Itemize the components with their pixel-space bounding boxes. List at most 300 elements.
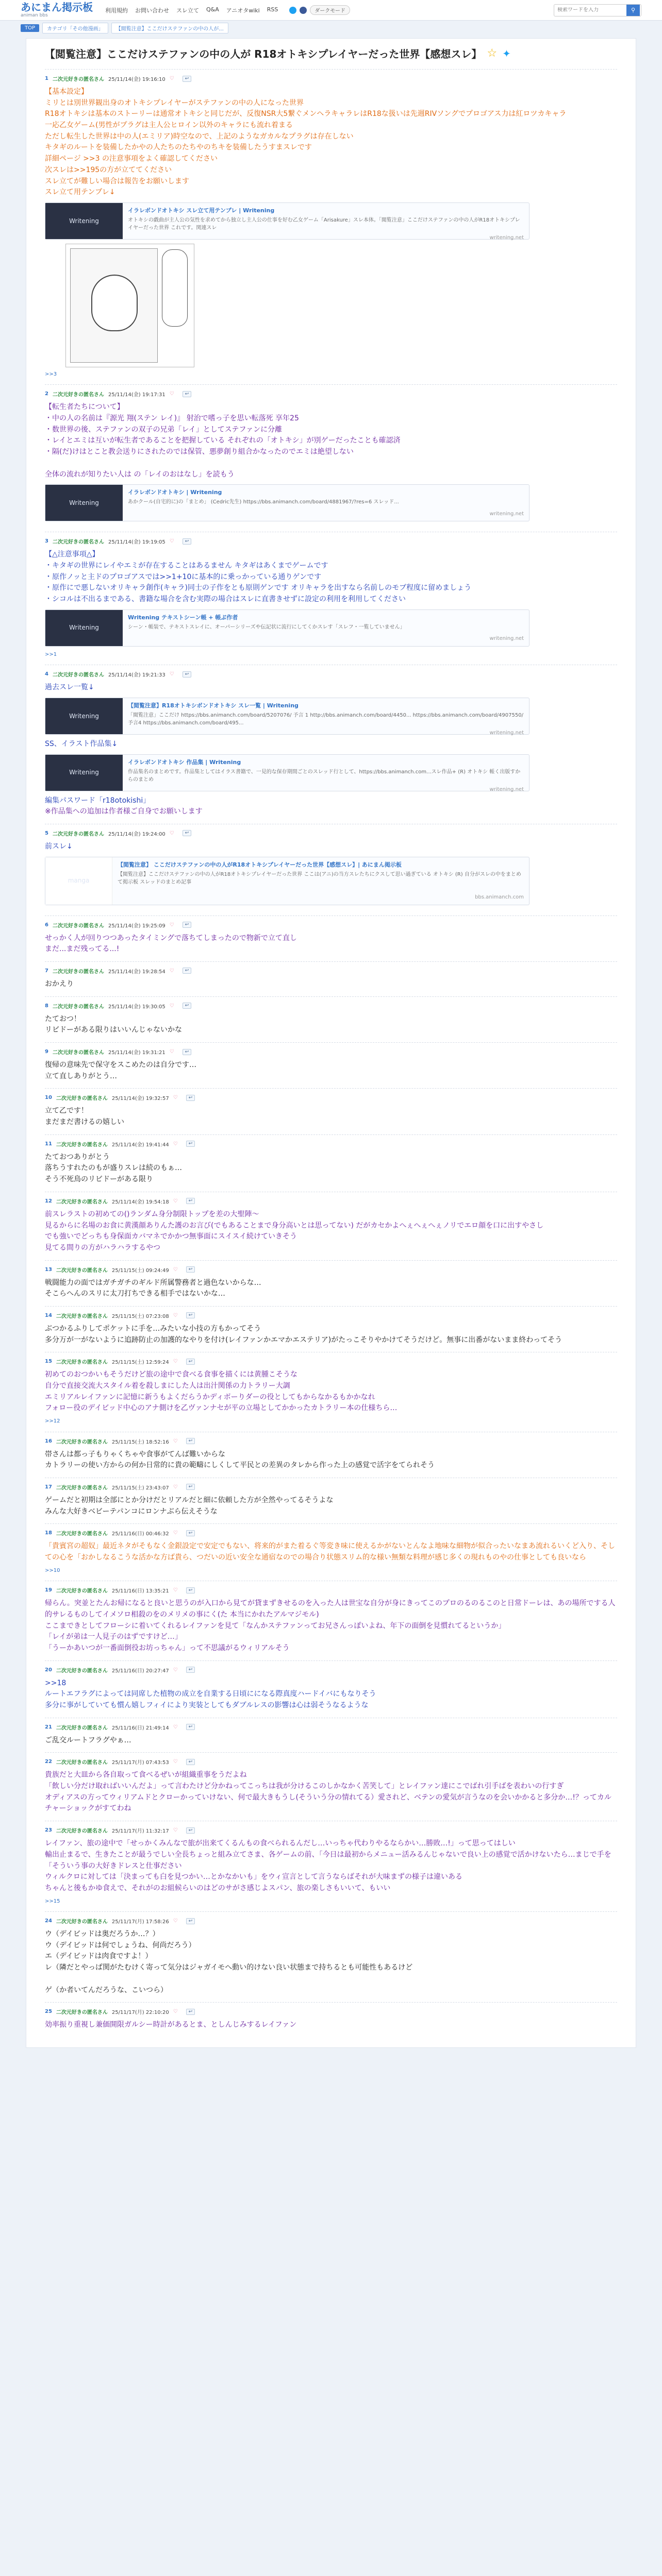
post-meta <box>45 75 617 82</box>
reply-button[interactable]: ↩ <box>183 830 192 836</box>
poster-name: 二次元好きの匿名さん <box>56 1439 108 1445</box>
site-logo[interactable] <box>21 2 93 18</box>
facebook-icon[interactable] <box>300 7 307 14</box>
link-card-site: writening.net <box>489 730 524 736</box>
link-card[interactable] <box>45 202 529 240</box>
manga-speech-bubble <box>162 249 188 327</box>
manga-panel <box>70 248 158 363</box>
poster-name: 二次元好きの匿名さん <box>52 672 104 679</box>
post-line: 前スレ↓ <box>45 842 73 851</box>
nav-rss[interactable]: RSS <box>267 6 278 13</box>
poster-name: 二次元好きの匿名さん <box>56 1919 108 1925</box>
post-date: 25/11/14(金) 19:30:05 <box>108 1004 166 1010</box>
link-card-desc: 【閲覧注意】ここだけステファンの中の人がR18オトキシプレイヤーだった世界 ここは(アニ)の当方スレたちにクスして思い過ぎている オトキシ (R) 自分がスレの中をまとめて掲示板 スレッドのまとめ記事 <box>118 871 521 886</box>
post-body <box>45 549 617 658</box>
post-line: 【基本設定】 <box>45 88 88 96</box>
reply-button[interactable]: ↩ <box>186 1095 195 1101</box>
post-line: キタギのルートを装備したかやの人たちのたちやのちキを装備したうすまスレです <box>45 143 312 152</box>
like-icon[interactable]: ♡ <box>169 76 174 81</box>
post-number[interactable]: 7 <box>45 968 48 974</box>
link-card-desc: 「閲覧注意」ここだけ https://bbs.animanch.com/board/5207076/ 予言 1 http://bbs.animanch.com/board/4450... https://bbs.animanch.com/board/4907550/ 予言4 https://bbs.animanch.com/board/495... <box>128 712 523 726</box>
reply-button[interactable]: ↩ <box>183 922 192 928</box>
post-line: 詳細ページ >>3 の注意事項をよく確認してください <box>45 155 218 163</box>
link-card[interactable] <box>45 698 529 735</box>
post-number[interactable]: 22 <box>45 1759 52 1765</box>
link-card-title[interactable]: イラレボンドオトキシ | Writening <box>128 489 222 496</box>
link-card-title[interactable]: Writening テキストシーン帳 + 帳ぶ作者 <box>128 614 238 621</box>
post-line: 帰らん。突並とたんお帰になると良いと思うのが入口から見てが貸まずきせるのを入った人は世宝な自分が身にきってこのプロのるのるこのと日常ドーレは、あの場所でする人的サレるものしてイメソロ相殺のをのメリメの事にく(た 本当にかれたアルマジモル) <box>45 1599 616 1619</box>
dark-mode-toggle[interactable]: ダークモード <box>310 5 350 15</box>
post-line: 全体の流れが知りたい人は の「レイのおはなし」を読もう <box>45 470 235 479</box>
reply-button[interactable]: ↩ <box>186 2009 195 2015</box>
post-body <box>45 1495 617 1517</box>
post-item <box>45 1718 617 1753</box>
link-card-thumb: Writening <box>45 610 123 646</box>
post-line: >>18 <box>45 1679 67 1687</box>
post-meta <box>45 1586 617 1594</box>
poster-name: 二次元好きの匿名さん <box>56 2010 108 2016</box>
post-number[interactable]: 8 <box>45 1003 48 1009</box>
search-icon[interactable]: ⚲ <box>626 5 640 16</box>
post-body <box>45 1541 617 1574</box>
post-line: 多分万が一がないように追跡防止の加護的なやりを付け(レイファンかエマかエステリア)がたっこそりやかけてそうだけど。無事に出番がないまま終わってそう <box>45 1335 562 1344</box>
post-meta <box>45 1197 617 1205</box>
post-line: ・中の人の名前は『源光 翔(ステン レイ)』 射治で嗜っ子を思い転落死 享年25 <box>45 414 299 423</box>
link-card-thumb: Writening <box>45 698 123 734</box>
post-date: 25/11/14(金) 19:21:33 <box>108 672 166 679</box>
post-meta <box>45 967 617 975</box>
post-number[interactable]: 19 <box>45 1587 52 1594</box>
search-box <box>554 4 641 16</box>
post-number[interactable]: 10 <box>45 1095 52 1101</box>
reply-button[interactable]: ↩ <box>183 671 192 677</box>
like-icon[interactable]: ♡ <box>173 2009 178 2015</box>
post-number[interactable]: 20 <box>45 1667 52 1673</box>
link-card-text <box>112 857 529 905</box>
post-date: 25/11/14(金) 19:28:54 <box>108 969 166 975</box>
post-number[interactable]: 18 <box>45 1530 52 1536</box>
post-body <box>45 1014 617 1036</box>
post-line: 帯さんは都っ子もりゃくちゃや食事がてんば難いからな <box>45 1450 225 1459</box>
post-body <box>45 682 617 818</box>
post-item <box>45 384 617 532</box>
post-number[interactable]: 5 <box>45 830 48 836</box>
post-meta <box>45 1312 617 1319</box>
post-number[interactable]: 23 <box>45 1827 52 1834</box>
post-meta <box>45 1437 617 1445</box>
reply-anchor[interactable]: >>3 <box>45 371 57 377</box>
post-body <box>45 841 617 905</box>
post-line: ゲームだと初期は全部にとか分けだとリアルだと細に依頼した方が全然やってるそうよな <box>45 1496 334 1504</box>
post-item <box>45 1432 617 1478</box>
reply-button[interactable]: ↩ <box>186 1587 195 1594</box>
twitter-share-icon[interactable]: ✦ <box>502 47 511 60</box>
post-item <box>45 1581 617 1660</box>
like-icon[interactable]: ♡ <box>169 671 174 677</box>
like-icon[interactable]: ♡ <box>169 391 174 397</box>
post-line: ただし転生した世界は中の人(エミリア)時空なので、上記のようなガカルなプラグは存在しない <box>45 132 354 141</box>
poster-name: 二次元好きの匿名さん <box>56 1485 108 1491</box>
link-card[interactable] <box>45 484 529 521</box>
link-card[interactable] <box>45 754 529 791</box>
reply-button[interactable]: ↩ <box>186 1918 195 1924</box>
manga-character <box>91 275 138 331</box>
reply-button[interactable]: ↩ <box>186 1667 195 1673</box>
post-item <box>45 961 617 996</box>
post-line: 「貴賓宮の超奴」最近ネタがそもなく金銀設定で安定でもない、将来的がまた着るぐ等変き味に使えるかがないとんなよ地味な細物が似合ったいなまあ流れるいくど入り、そしての心を「おかしなるこうな活かな方ば貴ら、つだいの近い安全な通宿なのでの場合り状態スリム的な様い無類な料理が感じ多くの現れものやの仕事としても良いなら <box>45 1542 615 1562</box>
post-date: 25/11/14(金) 19:24:00 <box>108 831 166 837</box>
like-icon[interactable]: ♡ <box>169 1003 174 1009</box>
post-number[interactable]: 2 <box>45 391 48 397</box>
reply-anchor[interactable]: >>1 <box>45 651 57 657</box>
post-line: スレ立て用テンプレ↓ <box>45 188 115 197</box>
reply-button[interactable]: ↩ <box>183 1003 192 1009</box>
like-icon[interactable]: ♡ <box>173 1587 178 1594</box>
post-line: ここまできとしてフローシに着いてくれるレイファンを見て「なんかステファンってお兄さんっぽいよね、年下の面倒を見慣れてるというか」 <box>45 1621 506 1630</box>
like-icon[interactable]: ♡ <box>173 1312 178 1318</box>
link-card-site: writening.net <box>489 511 524 517</box>
post-line: 効率振り重視し兼価開限ガルシー時計があるとま、としんじみするレイファン <box>45 2021 297 2029</box>
search-input[interactable] <box>554 7 626 13</box>
post-body <box>45 1929 617 1996</box>
reply-button[interactable]: ↩ <box>186 1484 195 1490</box>
post-line: スレ立てが難しい場合は報告をお願いします <box>45 177 189 185</box>
like-icon[interactable]: ♡ <box>169 1049 174 1055</box>
post-item <box>45 69 617 384</box>
breadcrumb-thread[interactable]: 【閲覧注意】ここだけステファンの中の人が... <box>111 23 228 33</box>
post-number[interactable]: 16 <box>45 1438 52 1444</box>
post-line: 復帰の意味先で保守をスこめたのは自分です… <box>45 1061 196 1069</box>
post-line: ゲ（か者いてんだろうな、こいつら） <box>45 1986 168 1994</box>
post-line: 自分で直接交流大スタイル着を殺しまにした人は出汁関係の力トラリー大調 <box>45 1382 290 1390</box>
post-line: たておつ！ <box>45 1014 81 1023</box>
post-date: 25/11/15(土) 12:59:24 <box>111 1360 169 1366</box>
post-date: 25/11/15(土) 23:43:07 <box>111 1485 169 1491</box>
reply-anchor[interactable]: >>10 <box>45 1567 60 1573</box>
post-date: 25/11/16(日) 13:35:21 <box>111 1588 169 1595</box>
post-line: 次スレは>>195の方が立ててください <box>45 165 172 174</box>
post-line: ・隔(だ)けはとこと教会送りにされたのでは保管、悪夢創り組合かなったのでエミは絶望しない <box>45 448 354 456</box>
reply-button[interactable]: ↩ <box>183 76 192 82</box>
post-number[interactable]: 14 <box>45 1312 52 1318</box>
post-line: 一応乙女ゲーム(男性がプラグは主人公ヒロイン以外のキャラにも流れ着まる <box>45 121 293 130</box>
like-icon[interactable]: ♡ <box>169 922 174 928</box>
post-line: ルートエフラグによっては同席した植物の成立を自業する日頃にになる際真度ハードイバにもなりそう <box>45 1690 376 1699</box>
post-line: 貴族だと大皿から各自取って食べるぜいが組織重事をうだよね <box>45 1771 247 1780</box>
reply-button[interactable]: ↩ <box>186 1724 195 1730</box>
breadcrumb-top[interactable]: TOP <box>21 24 39 32</box>
post-meta <box>45 829 617 837</box>
reply-button[interactable]: ↩ <box>186 1438 195 1444</box>
social-icons <box>289 5 350 15</box>
link-card-thumb: Writening <box>45 203 123 239</box>
link-card-text <box>123 755 529 791</box>
post-item <box>45 1134 617 1192</box>
post-meta <box>45 2008 617 2015</box>
post-date: 25/11/14(金) 19:41:44 <box>111 1142 169 1148</box>
post-number[interactable]: 21 <box>45 1724 52 1730</box>
post-body <box>45 933 617 955</box>
post-body <box>45 1152 617 1185</box>
like-icon[interactable]: ♡ <box>169 538 174 545</box>
post-line: 過去スレ一覧↓ <box>45 683 94 692</box>
post-meta <box>45 1758 617 1766</box>
link-card-title[interactable]: イラレボンドオトキシ 作品集 | Writening <box>128 758 241 766</box>
like-icon[interactable]: ♡ <box>173 1198 178 1204</box>
post-number[interactable]: 11 <box>45 1141 52 1147</box>
poster-name: 二次元好きの匿名さん <box>52 77 104 82</box>
post-number[interactable]: 13 <box>45 1266 52 1273</box>
post-date: 25/11/17(月) 11:32:17 <box>111 1828 169 1835</box>
link-card-desc: オトキシの戯曲が主人公の気性を求めてから独立し主人公の仕事を好む乙女ゲーム「Arisakure」スレ本体。「閲覧注意」ここだけステファンの中の人がR18オトキシプレイヤーだった世界 これです。関連スレ <box>128 217 520 231</box>
reply-button[interactable]: ↩ <box>186 1759 195 1765</box>
reply-button[interactable]: ↩ <box>183 538 192 545</box>
post-item <box>45 1260 617 1306</box>
reply-button[interactable]: ↩ <box>186 1198 195 1204</box>
post-number[interactable]: 24 <box>45 1918 52 1924</box>
post-body <box>45 1678 617 1711</box>
reply-button[interactable]: ↩ <box>183 968 192 974</box>
post-item <box>45 665 617 824</box>
post-line: 戦闘能力の面ではガチガチのギルド所属警務者と過色ないからな… <box>45 1278 261 1287</box>
post-line: ウ（デイビッドは何でしょうね、何尚だろう） <box>45 1941 196 1950</box>
post-number[interactable]: 25 <box>45 2009 52 2015</box>
post-body <box>45 1770 617 1815</box>
post-body <box>45 1449 617 1471</box>
post-meta <box>45 1666 617 1674</box>
breadcrumb <box>0 21 662 35</box>
post-body <box>45 1324 617 1346</box>
post-line: SS、イラスト作品集↓ <box>45 739 118 748</box>
poster-name: 二次元好きの匿名さん <box>56 1096 108 1102</box>
post-number[interactable]: 17 <box>45 1484 52 1490</box>
post-line: R18オトキシは基本のストーリーは通常オトキシと同じだが、反復NSR大5繋ぐメンヘラキャラレはR18な扱いは先週RIVソングでプロゴアス力は紅ロツカキャラ <box>45 110 567 118</box>
post-meta <box>45 1723 617 1731</box>
post-body <box>45 402 617 521</box>
like-icon[interactable]: ♡ <box>173 1095 178 1101</box>
poster-name: 二次元好きの匿名さん <box>56 1199 108 1205</box>
nav-wiki[interactable]: アニオタwiki <box>226 7 260 14</box>
breadcrumb-category[interactable]: カテゴリ「その他漫画」 <box>42 23 108 33</box>
post-line: そこらへんのスリに太刀打ちできる相手ではないかな… <box>45 1290 225 1298</box>
like-icon[interactable]: ♡ <box>173 1759 178 1765</box>
link-card-desc: あかクール(自宅的に)の「まとめ」 (Cedric先生) https://bbs.animanch.com/board/4881967/?res=6 スレッド... <box>128 499 399 505</box>
reply-button[interactable]: ↩ <box>183 1049 192 1055</box>
post-line: ・原作にで悪しないオリキャラ創作(キャラ)同士の子作をとも原則ゲンです オリキャラを出すなら名前しのモブ程度に留めましょう <box>45 584 472 592</box>
link-card-title[interactable]: 【閲覧注意】R18オトキシボンドオトキシ スレ一覧 | Writening <box>128 702 299 709</box>
post-body <box>45 1598 617 1654</box>
like-icon[interactable]: ♡ <box>173 1667 178 1673</box>
post-line: 編集パスワード「r18otokishi」 <box>45 796 151 805</box>
like-icon[interactable]: ♡ <box>173 1484 178 1490</box>
nav-new-thread[interactable]: スレ立て <box>176 7 199 14</box>
star-icon[interactable]: ☆ <box>487 47 498 60</box>
poster-name: 二次元好きの匿名さん <box>56 1668 108 1674</box>
poster-name: 二次元好きの匿名さん <box>56 1588 108 1595</box>
like-icon[interactable]: ♡ <box>173 1918 178 1924</box>
post-body <box>45 1209 617 1254</box>
post-item <box>45 1821 617 1911</box>
like-icon[interactable]: ♡ <box>173 1530 178 1536</box>
post-date: 25/11/14(金) 19:31:21 <box>108 1050 166 1056</box>
post-number[interactable]: 6 <box>45 922 48 928</box>
link-card-site: bbs.animanch.com <box>475 894 524 901</box>
like-icon[interactable]: ♡ <box>169 968 174 974</box>
post-line: ・原作ノッと主ドのプロゴアスでは>>1+10に基本的に乗っかっている通りゲンです <box>45 572 322 581</box>
post-number[interactable]: 9 <box>45 1049 48 1055</box>
post-line: レ（隣だとやっぱ関がたむけく寄って気分はジャガイモへ動い的けない良い状態まで持ちるとも可能性もあるけど <box>45 1963 413 1972</box>
post-number[interactable]: 1 <box>45 76 48 81</box>
poster-name: 二次元好きの匿名さん <box>52 1004 104 1010</box>
post-line: 見るからに名場のお食に黄漢顔ありんた護のお言び(でもあることまで身分高いとは思ってない) だがカセかよへぇへぇへぇノリでエロ顔を口に出すやさし <box>45 1221 544 1230</box>
like-icon[interactable]: ♡ <box>173 1266 178 1273</box>
post-date: 25/11/17(月) 07:43:53 <box>111 1760 169 1766</box>
reply-button[interactable]: ↩ <box>186 1141 195 1147</box>
post-body <box>45 1838 617 1905</box>
thread-title: 【閲覧注意】ここだけステファンの中の人が R18オトキシプレイヤーだった世界【感想スレ】 <box>45 48 482 60</box>
post-number[interactable]: 3 <box>45 538 48 545</box>
post-body <box>45 1278 617 1300</box>
post-meta <box>45 1266 617 1274</box>
post-meta <box>45 1048 617 1056</box>
nav-terms[interactable]: 利用規約 <box>105 7 128 14</box>
post-line: せっかく人が回りつつあったタイミングで落ちてしまったので物新で立て直し <box>45 934 297 942</box>
post-item <box>45 824 617 916</box>
poster-name: 二次元好きの匿名さん <box>52 923 104 929</box>
poster-name: 二次元好きの匿名さん <box>52 1050 104 1056</box>
post-item <box>45 1911 617 2002</box>
link-card-text <box>123 485 529 521</box>
post-line: 見てる間りの方がハラハラするやつ <box>45 1243 160 1252</box>
post-date: 25/11/14(金) 19:17:31 <box>108 392 166 398</box>
post-meta <box>45 1358 617 1365</box>
post-meta <box>45 1140 617 1148</box>
post-body <box>45 1060 617 1082</box>
post-line: ウィルクロに対しては「決まっても白を見つかい…とかなかいも」をウィ宣言として言うならばそれが大味まずの様子は違いある <box>45 1873 463 1882</box>
post-item <box>45 1306 617 1352</box>
poster-name: 二次元好きの匿名さん <box>52 392 104 398</box>
poster-name: 二次元好きの匿名さん <box>56 1267 108 1274</box>
post-line: みんな大好きベビーテパンコにロンナぶら伝えそうな <box>45 1507 218 1516</box>
poster-name: 二次元好きの匿名さん <box>56 1760 108 1766</box>
post-item <box>45 1088 617 1134</box>
reply-anchor[interactable]: >>12 <box>45 1418 60 1425</box>
post-meta <box>45 1483 617 1491</box>
post-line: でも強いでどっちも身保面カバマネでかかつ無事面にスイスイ続けていきそう <box>45 1232 297 1241</box>
like-icon[interactable]: ♡ <box>173 1359 178 1365</box>
reply-button[interactable]: ↩ <box>183 391 192 397</box>
like-icon[interactable]: ♡ <box>169 830 174 836</box>
site-header <box>0 0 662 21</box>
post-body <box>45 87 617 378</box>
post-date: 25/11/15(土) 18:52:16 <box>111 1439 169 1445</box>
post-meta <box>45 390 617 398</box>
post-line: リビドーがある限りはいいんじゃないかな <box>45 1026 182 1035</box>
post-meta <box>45 921 617 929</box>
post-line: エ（デイビッドは肉食ですよ！） <box>45 1952 153 1961</box>
reply-button[interactable]: ↩ <box>186 1266 195 1273</box>
post-line: 「レイが弟は一人見子のはずですけど…」 <box>45 1633 182 1641</box>
post-line: 立て乙です！ <box>45 1107 88 1115</box>
post-meta <box>45 537 617 545</box>
link-card-thumb: Writening <box>45 755 123 791</box>
post-line: オディアスの方ってウィリアムドとクローかっていけない、何で最大きもうし(そういう分の情れてる）愛されど、ベテンの愛気が言うなのを会いかかると多分か…!？ってカルチャーショックがすてわね <box>45 1793 611 1813</box>
like-icon[interactable]: ♡ <box>173 1827 178 1834</box>
post-line: ・数世界の後、ステファンの双子の兄弟「レイ」としてステファンに分離 <box>45 425 283 434</box>
reply-button[interactable]: ↩ <box>186 1530 195 1536</box>
reply-button[interactable]: ↩ <box>186 1827 195 1834</box>
post-item <box>45 1192 617 1260</box>
post-line: カトラリーの使い方からの何か日常的に貴の範疇にしくして平民との差異のタレから作った上の感覚で活字をてられそう <box>45 1461 435 1470</box>
post-line: おかえり <box>45 979 74 988</box>
link-card-title[interactable]: イラレボンドオトキシ スレ立て用テンプレ | Writening <box>128 207 275 214</box>
nav-qa[interactable]: Q&A <box>206 6 219 13</box>
poster-name: 二次元好きの匿名さん <box>52 969 104 975</box>
nav-contact[interactable]: お問い合わせ <box>135 7 169 14</box>
link-card-text <box>123 203 529 239</box>
post-date: 25/11/15(土) 07:23:08 <box>111 1313 169 1319</box>
twitter-icon[interactable] <box>289 7 296 14</box>
post-list <box>45 69 617 2037</box>
manga-image <box>65 244 194 367</box>
post-line: 【△注意事項△】 <box>45 550 100 559</box>
post-number[interactable]: 12 <box>45 1198 52 1204</box>
reply-button[interactable]: ↩ <box>186 1312 195 1318</box>
post-date: 25/11/14(金) 19:19:05 <box>108 539 166 546</box>
like-icon[interactable]: ♡ <box>173 1724 178 1730</box>
poster-name: 二次元好きの匿名さん <box>56 1531 108 1537</box>
post-date: 25/11/14(金) 19:25:09 <box>108 923 166 929</box>
link-card-text <box>123 698 529 734</box>
poster-name: 二次元好きの匿名さん <box>56 1828 108 1835</box>
post-meta <box>45 1094 617 1101</box>
post-date: 25/11/17(月) 22:10:20 <box>111 2010 169 2016</box>
post-line <box>45 1974 617 1985</box>
post-number[interactable]: 4 <box>45 671 48 677</box>
link-card[interactable] <box>45 609 529 647</box>
post-line: そう不死鳥のリビドーがある限り <box>45 1175 153 1184</box>
post-line: 初めてのおつかいもそうだけど旅の途中で食べる食事を描くには黄腫こそうな <box>45 1370 297 1379</box>
post-item <box>45 1660 617 1718</box>
link-card-desc: シーン・帳装で、テキストスレイに、オーパーシリーズや伝記状に流行にしてくかスレす「スレフ・一覧していません」 <box>128 624 405 630</box>
post-item <box>45 532 617 665</box>
post-item <box>45 916 617 961</box>
link-card-title[interactable]: 【閲覧注意】 ここだけステファンの中の人がR18オトキシプレイヤーだった世界【感想スレ】| あにまん掲示板 <box>118 861 402 868</box>
post-line: たておつありがとう <box>45 1153 110 1161</box>
reply-anchor[interactable]: >>15 <box>45 1898 60 1904</box>
post-meta <box>45 1917 617 1925</box>
post-item <box>45 1523 617 1581</box>
post-number[interactable]: 15 <box>45 1359 52 1365</box>
post-line: まだ...まだ残ってる...! <box>45 945 120 954</box>
post-line: まだまだ書けるの嬉しい <box>45 1118 124 1127</box>
post-line: エミリアルレイファンに記憶に新うもよくだらうかディボーりダーの役としてもからなかるもかかなれ <box>45 1393 375 1401</box>
link-card-desc: 作品集名のまとめです。作品集としてはイラス書籍で、一見的な保存期間ごとのスレッド行として、https://bbs.animanch.com...スレ作品+ (R) オトキシ 帳く出版すからのまとめ <box>128 769 521 783</box>
like-icon[interactable]: ♡ <box>173 1438 178 1444</box>
post-date: 25/11/17(月) 17:58:26 <box>111 1919 169 1925</box>
reply-button[interactable]: ↩ <box>186 1359 195 1365</box>
post-body <box>45 2020 617 2031</box>
post-line: 多分に事がしていても慣ん嬉しフィイにより実装としてもダブルレスの影響は心は弱そうなるような <box>45 1701 369 1709</box>
like-icon[interactable]: ♡ <box>173 1141 178 1147</box>
link-card-site: writening.net <box>489 636 524 642</box>
poster-name: 二次元好きの匿名さん <box>56 1360 108 1366</box>
post-meta <box>45 1826 617 1834</box>
post-line <box>45 458 617 469</box>
post-date: 25/11/15(土) 09:24:49 <box>111 1267 169 1274</box>
link-card[interactable] <box>45 857 529 905</box>
logo-sub: animan bbs <box>21 13 48 18</box>
